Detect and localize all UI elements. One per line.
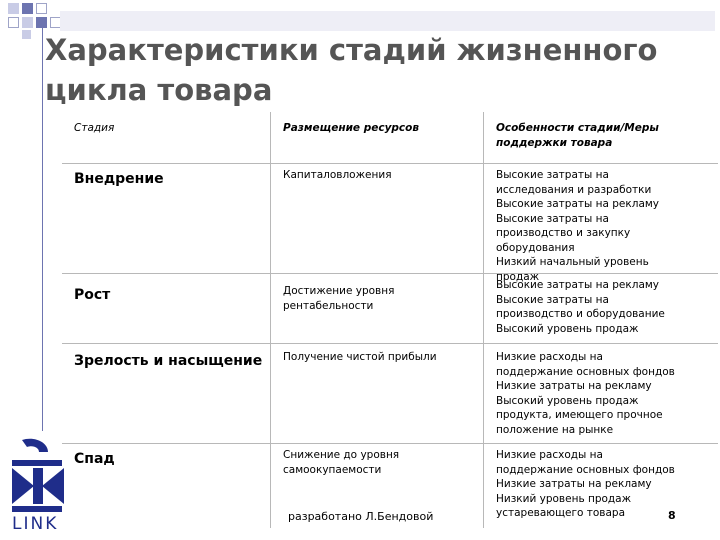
title-line-1: Характеристики стадий жизненного	[45, 33, 658, 67]
header-resources: Размещение ресурсов	[271, 112, 484, 164]
header-stage: Стадия	[74, 122, 115, 134]
features-cell	[484, 274, 719, 344]
resources-cell: Достижение уровня рентабельности	[283, 285, 395, 312]
features-cell	[484, 344, 719, 444]
features-list	[496, 278, 718, 336]
features-list	[496, 350, 718, 437]
table-row	[62, 344, 718, 444]
footer-author: разработано Л.Бендовой	[288, 510, 434, 523]
feature-line: Низкие затраты на рекламу	[496, 380, 652, 392]
resources-cell: Получение чистой прибыли	[271, 344, 484, 444]
feature-line: Низкий уровень продаж	[496, 492, 632, 505]
feature-line: Высокие затраты на рекламу	[496, 198, 660, 210]
features-list	[496, 448, 718, 521]
feature-line: исследования и разработки	[496, 183, 652, 196]
feature-line: Высокие затраты на	[496, 293, 609, 306]
feature-line: Высокие затраты на	[496, 169, 609, 181]
title-line-2: цикла товара	[45, 73, 273, 107]
features-cell	[484, 444, 719, 529]
feature-line: устаревающего товара	[496, 507, 626, 519]
table-header-row	[62, 112, 718, 164]
feature-line: производство и закупку	[496, 227, 631, 239]
stage-name: Зрелость и насыщение	[74, 353, 263, 369]
stage-name: Спад	[74, 451, 115, 467]
feature-line: оборудования	[496, 241, 575, 254]
feature-line: производство и оборудование	[496, 308, 665, 320]
accent-vertical-line	[42, 26, 43, 431]
table-row	[62, 274, 718, 344]
resources-cell: Снижение до уровня самоокупаемости	[271, 444, 484, 529]
feature-line: Высокие затраты на	[496, 212, 609, 225]
feature-line: Низкий начальный уровень	[496, 256, 649, 268]
lifecycle-table	[62, 112, 718, 528]
table-row	[62, 164, 718, 274]
feature-line: продукта, имеющего прочное	[496, 409, 663, 421]
feature-line: Низкие расходы на	[496, 351, 603, 363]
feature-line: Низкие затраты на рекламу	[496, 478, 652, 490]
feature-line: Низкие расходы на	[496, 449, 603, 461]
page-number: 8	[668, 509, 676, 522]
stage-name: Рост	[74, 287, 111, 303]
features-list: Высокие затраты на исследования и разработки Высокие затраты на рекламу Высокие затраты на производство и закупку оборудования Низкий начальный уровень продаж	[496, 168, 718, 270]
slide-title	[45, 30, 705, 110]
header-features: Особенности стадии/Меры поддержки товара	[484, 112, 719, 164]
features-cell	[484, 164, 719, 283]
link-logo	[8, 438, 68, 534]
resources-cell: Капиталовложения	[271, 164, 484, 274]
header-band	[60, 11, 715, 31]
link-logo-icon	[8, 438, 68, 516]
stage-name: Внедрение	[74, 171, 164, 187]
feature-line: положение на рынке	[496, 423, 614, 436]
feature-line: Высокие затраты на рекламу	[496, 279, 660, 291]
feature-line: Высокий уровень продаж	[496, 394, 639, 407]
logo-text: LINK	[12, 514, 59, 534]
feature-line: поддержание основных фондов	[496, 365, 675, 378]
feature-line: Высокий уровень продаж	[496, 322, 639, 335]
feature-line: поддержание основных фондов	[496, 463, 675, 476]
